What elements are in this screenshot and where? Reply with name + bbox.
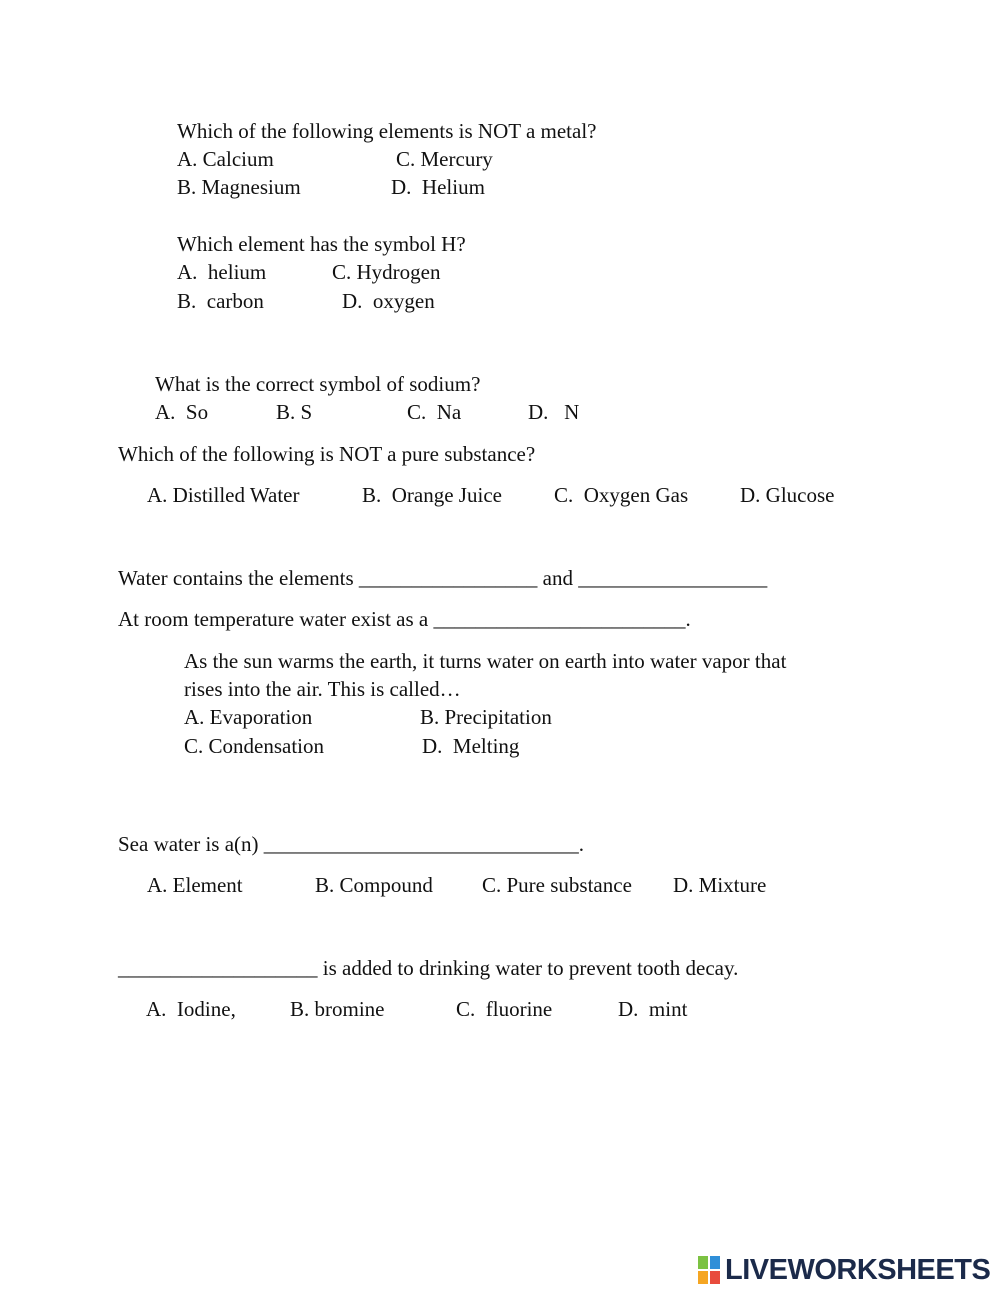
- q3-option-d[interactable]: D. N: [528, 400, 580, 424]
- question-3: What is the correct symbol of sodium?: [155, 372, 481, 396]
- q9-option-d[interactable]: D. mint: [618, 997, 688, 1021]
- q3-option-b[interactable]: B. S: [276, 400, 313, 424]
- q1-option-c[interactable]: C. Mercury: [396, 147, 493, 171]
- question-6-fill-blank[interactable]: At room temperature water exist as a ________________________.: [118, 607, 691, 631]
- q2-option-b[interactable]: B. carbon: [177, 289, 264, 313]
- q1-option-d[interactable]: D. Helium: [391, 175, 485, 199]
- question-7-line-2: rises into the air. This is called…: [184, 677, 461, 701]
- q1-option-a[interactable]: A. Calcium: [177, 147, 274, 171]
- q7-option-b[interactable]: B. Precipitation: [420, 705, 552, 729]
- question-8-fill-blank[interactable]: Sea water is a(n) ______________________________.: [118, 832, 585, 856]
- q2-option-a[interactable]: A. helium: [177, 260, 267, 284]
- question-7-line-1: As the sun warms the earth, it turns water on earth into water vapor that: [184, 649, 787, 673]
- q4-option-d[interactable]: D. Glucose: [740, 483, 835, 507]
- question-4: Which of the following is NOT a pure substance?: [118, 442, 536, 466]
- q4-option-a[interactable]: A. Distilled Water: [147, 483, 300, 507]
- q8-option-a[interactable]: A. Element: [147, 873, 243, 897]
- q8-option-d[interactable]: D. Mixture: [673, 873, 767, 897]
- q9-option-a[interactable]: A. Iodine,: [146, 997, 236, 1021]
- q2-option-d[interactable]: D. oxygen: [342, 289, 435, 313]
- q4-option-b[interactable]: B. Orange Juice: [362, 483, 502, 507]
- question-5-fill-blank[interactable]: Water contains the elements _________________ and __________________: [118, 566, 768, 590]
- question-9-fill-blank[interactable]: ___________________ is added to drinking water to prevent tooth decay.: [118, 956, 739, 980]
- q1-option-b[interactable]: B. Magnesium: [177, 175, 301, 199]
- q9-option-c[interactable]: C. fluorine: [456, 997, 553, 1021]
- q8-option-c[interactable]: C. Pure substance: [482, 873, 632, 897]
- q8-option-b[interactable]: B. Compound: [315, 873, 433, 897]
- q2-option-c[interactable]: C. Hydrogen: [332, 260, 441, 284]
- q7-option-a[interactable]: A. Evaporation: [184, 705, 313, 729]
- q9-option-b[interactable]: B. bromine: [290, 997, 385, 1021]
- q7-option-c[interactable]: C. Condensation: [184, 734, 324, 758]
- q3-option-a[interactable]: A. So: [155, 400, 209, 424]
- q4-option-c[interactable]: C. Oxygen Gas: [554, 483, 689, 507]
- question-1: Which of the following elements is NOT a metal?: [177, 119, 597, 143]
- liveworksheets-logo[interactable]: [697, 1253, 990, 1287]
- liveworksheets-logo-text: LIVEWORKSHEETS: [725, 1253, 991, 1286]
- question-2: Which element has the symbol H?: [177, 232, 466, 256]
- q3-option-c[interactable]: C. Na: [407, 400, 462, 424]
- liveworksheets-logo-mark-icon: [697, 1255, 721, 1285]
- q7-option-d[interactable]: D. Melting: [422, 734, 520, 758]
